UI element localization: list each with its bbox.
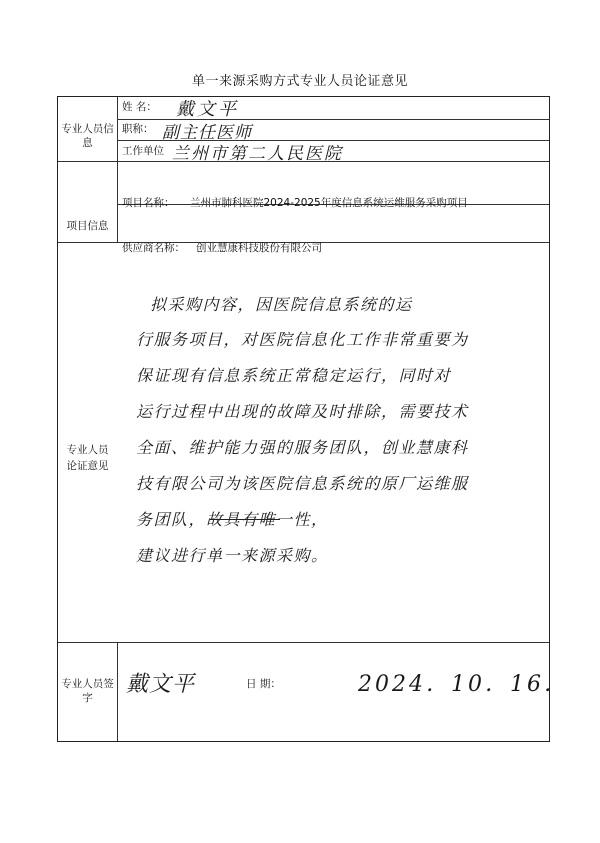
opinion-line: 拟采购内容，因医院信息系统的运 [150, 295, 413, 314]
strikethrough-mark [210, 519, 280, 520]
title-label: 职称： [122, 123, 154, 135]
name-value: 戴文平 [176, 99, 239, 120]
divider [58, 642, 549, 643]
opinion-line: 全面、维护能力强的服务团队，创业慧康科 [136, 438, 469, 457]
work-label: 工作单位 [122, 145, 164, 157]
document-title: 单一来源采购方式专业人员论证意见 [191, 74, 408, 89]
expert-info-header: 专业人员信息 [61, 123, 114, 149]
opinion-line: 保证现有信息系统正常稳定运行，同时对 [136, 366, 452, 385]
date-label: 日 期： [246, 678, 281, 690]
opinion-line: 务团队，故具有唯一性， [136, 510, 329, 529]
opinion-line: 建议进行单一来源采购。 [136, 546, 329, 565]
supplier-label: 供应商名称： [122, 242, 185, 254]
signature-label: 专业人员签字 [61, 678, 114, 704]
name-label: 姓 名： [122, 101, 157, 113]
divider [117, 97, 118, 242]
project-value: 兰州市肺科医院2024-2025年度信息系统运维服务采购项目 [190, 197, 468, 209]
project-label: 项目名称： [122, 197, 175, 209]
opinion-line: 行服务项目，对医院信息化工作非常重要为 [136, 330, 469, 349]
work-value: 兰州市第二人民医院 [172, 144, 343, 164]
title-value: 副主任医师 [162, 123, 252, 143]
opinion-line: 技有限公司为该医院信息系统的原厂运维服 [136, 474, 469, 493]
divider [117, 642, 118, 741]
opinion-header-line1: 专业人员 [66, 444, 109, 456]
opinion-form [57, 96, 569, 742]
supplier-value: 创业慧康科技股份有限公司 [196, 242, 322, 254]
project-info-header: 项目信息 [66, 220, 109, 232]
signature-value: 戴文平 [126, 672, 196, 697]
opinion-header-line2: 论证意见 [66, 460, 109, 472]
opinion-line: 运行过程中出现的故障及时排除，需要技术 [136, 402, 469, 421]
date-value: 2024．10．16． [358, 672, 569, 697]
